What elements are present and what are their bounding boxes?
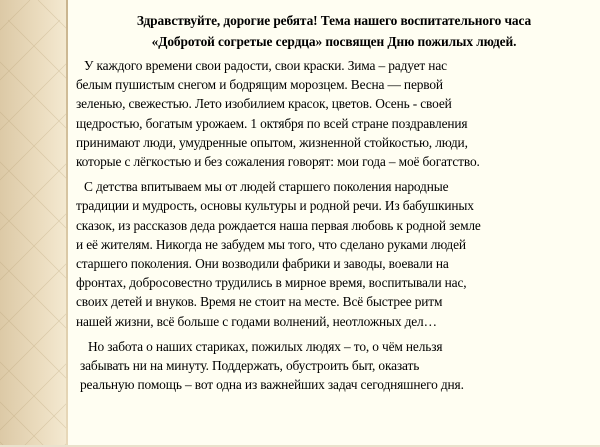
text-line: сказок, из рассказов деда рождается наша первая любовь к родной земле	[76, 217, 481, 233]
side-band-edge	[66, 0, 68, 447]
text-line: старшего поколения. Они возводили фабрики и заводы, воевали на	[76, 256, 449, 272]
paragraph-3	[76, 337, 592, 395]
decorative-pattern	[0, 0, 68, 447]
text-line: традиции и мудрость, основы культуры и родной речи. Из бабушкиных	[76, 198, 474, 214]
text-line: зеленью, свежестью. Лето изобилием красок, цветов. Осень - своей	[76, 96, 452, 112]
slide-content	[76, 10, 592, 400]
title-line-1: Здравствуйте, дорогие ребята! Тема нашего воспитательного часа	[136, 13, 532, 28]
text-line: и её жителям. Никогда не забудем мы того, что сделано руками людей	[76, 236, 466, 252]
title-line-2: «Добротой согретые сердца» посвящен Дню пожилых людей.	[151, 34, 517, 49]
text-line: белым пушистым снегом и бодрящим морозцем. Весна — первой	[76, 77, 443, 93]
text-line: реальную помощь – вот одна из важнейших задач сегодняшнего дня.	[80, 377, 464, 393]
text-line: Но забота о наших стариках, пожилых людях – то, о чём нельзя	[88, 338, 443, 354]
text-line: щедростью, богатым урожаем. 1 октября по всей стране поздравления	[76, 115, 468, 131]
text-line: У каждого времени свои радости, свои краски. Зима – радует нас	[84, 58, 447, 73]
text-line: которые с лёгкостью и без сожаления говорят: мои года – моё богатство.	[76, 154, 480, 170]
text-line: С детства впитываем мы от людей старшего поколения народные	[84, 179, 449, 195]
text-line: своих детей и внуков. Время не стоит на месте. Всё быстрее ритм	[76, 294, 443, 310]
text-line: принимают люди, умудренные опытом, жизненной стойкостью, люди,	[76, 134, 468, 150]
slide-title	[76, 10, 592, 52]
text-line: нашей жизни, всё больше с годами волнений, неотложных дел…	[76, 313, 437, 329]
text-line: фронтах, добросовестно трудились в мирное время, воспитывали нас,	[76, 275, 467, 291]
paragraph-1	[76, 56, 592, 171]
paragraph-2	[76, 177, 592, 331]
text-line: забывать ни на минуту. Поддержать, обустроить быт, оказать	[80, 358, 420, 374]
